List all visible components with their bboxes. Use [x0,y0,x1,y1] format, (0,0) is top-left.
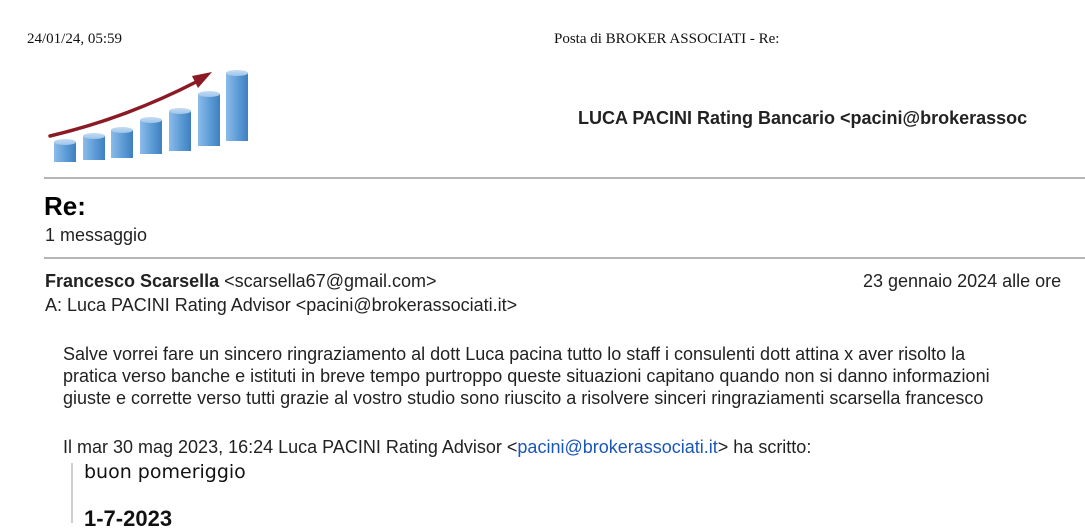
recipient-line: A: Luca PACINI Rating Advisor <pacini@brokerassociati.it> [45,295,518,315]
sender-line [45,271,437,292]
body-line: giuste e corrette verso tutti grazie al vostro studio sono riuscito a risolvere sinceri ringraziamenti scarsella francesco [63,388,984,408]
thread-subject: Re: [44,191,86,221]
message-count: 1 messaggio [45,225,148,245]
logo-bars [54,70,248,162]
quote-attribution-suffix: > ha scritto: [717,437,812,457]
quoted-sender-email-link[interactable]: pacini@brokerassociati.it [517,437,718,457]
quoted-date: 1-7-2023 [84,506,173,531]
rising-bar-chart-logo-icon [46,66,256,166]
thread-divider [44,257,1085,259]
print-datetime: 24/01/24, 05:59 [27,31,123,47]
quote-bar [71,463,73,523]
body-line: Salve vorrei fare un sincero ringraziamento al dott Luca pacina tutto lo staff i consulenti dott attina x aver risolto la [63,344,966,364]
message-date: 23 gennaio 2024 alle ore [863,271,1062,291]
account-name: LUCA PACINI Rating Bancario <pacini@brokerassoc [578,108,1028,128]
print-title: Posta di BROKER ASSOCIATI - Re: [554,31,780,47]
sender-email: <scarsella67@gmail.com> [224,271,437,291]
body-line: pratica verso banche e istituti in breve tempo purtroppo queste situazioni capitano quando non si danno informazioni [63,366,990,386]
quote-attribution [63,437,811,458]
quoted-greeting: buon pomeriggio [84,461,246,483]
sender-name: Francesco Scarsella [45,271,220,291]
print-header [0,31,1085,51]
message-body [63,343,1085,409]
quote-attribution-prefix: Il mar 30 mag 2023, 16:24 Luca PACINI Rating Advisor < [63,437,518,457]
header-divider [44,177,1085,179]
